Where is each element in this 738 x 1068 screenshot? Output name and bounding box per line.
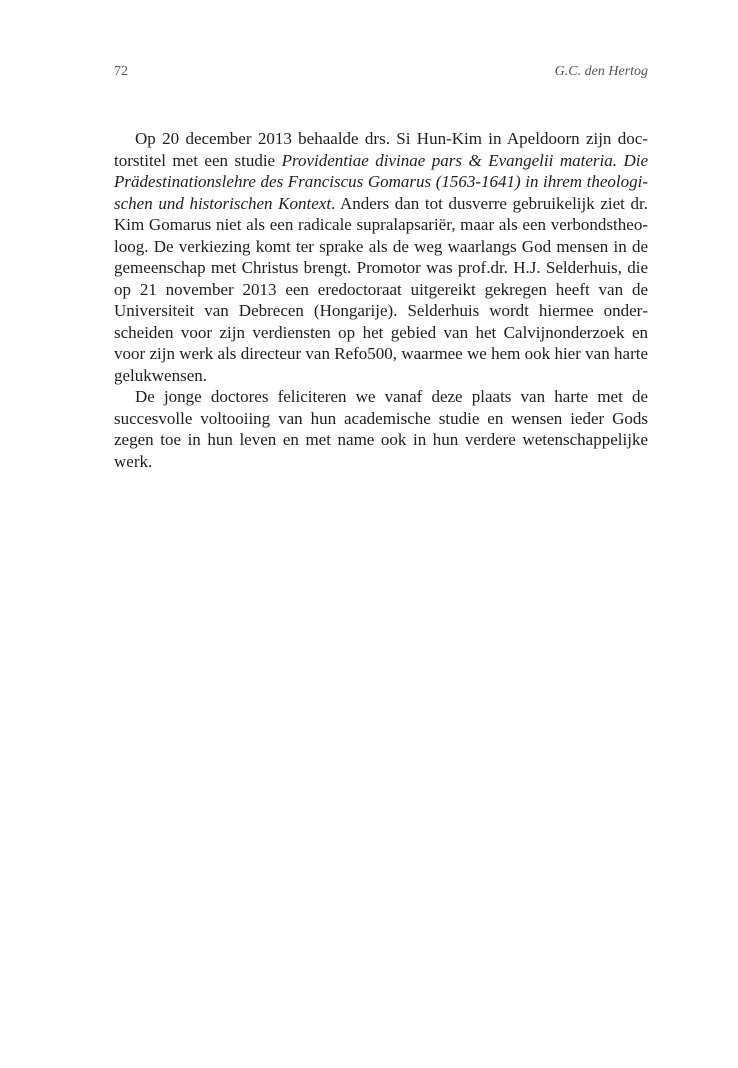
paragraph-2: De jonge doctores feliciteren we vanaf deze plaats van harte met de succesvolle voltooiing van hun academische studie en wensen ieder Gods zegen toe in hun leven en met name ook in hun verdere wetenschappelijke werk. — [114, 387, 648, 471]
body-text — [114, 128, 648, 472]
paragraph-1-intro: Op 20 december 2013 behaalde drs. Si Hun-Kim in Apeldoorn zijn doctorstitel met een studie — [114, 129, 648, 170]
dissertation-title: Providentiae divinae pars & Evangelii materia. Die Prädestinationslehre des Franciscus Gomarus (1563-1641) in ihrem theologischen und historischen Kontext — [114, 150, 648, 213]
page-number: 72 — [114, 64, 128, 79]
paragraph-1 — [114, 128, 648, 386]
running-head: G.C. den Hertog — [554, 64, 648, 79]
paragraph-1-body: . Anders dan tot dusverre gebruikelijk ziet dr. Kim Gomarus niet als een radicale supralapsariër, maar als een verbondstheoloog. De verkiezing komt ter sprake als de weg waarlangs God mensen in de gemeenschap met Christus brengt. Promotor was prof.dr. H.J. Selderhuis, die op 21 november 2013 een eredoctoraat uitgereikt gekregen heeft van de Universiteit van Debrecen (Hongarije). Selderhuis wordt hiermee onderscheiden voor zijn verdiensten op het gebied van het Calvijnonderzoek en voor zijn werk als directeur van Refo500, waarmee we hem ook hier van harte gelukwensen. — [114, 193, 648, 385]
